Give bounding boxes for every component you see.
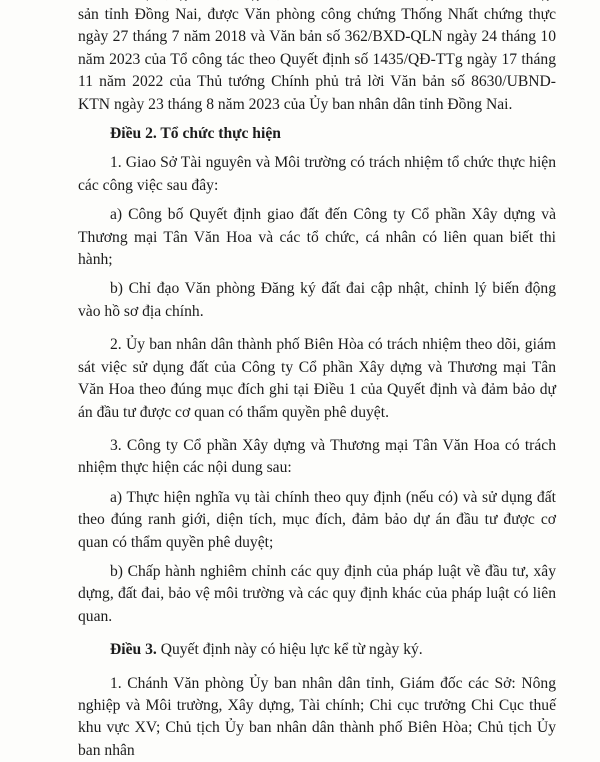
- article-2-clause-3a: a) Thực hiện nghĩa vụ tài chính theo quy định (nếu có) và sử dụng đất theo đúng ranh giới, diện tích, mục đích, đảm bảo dự án đầu tư được cơ quan có thẩm quyền phê duyệt;: [78, 488, 556, 551]
- article-2-clause-3b: b) Chấp hành nghiêm chỉnh các quy định của pháp luật về đầu tư, xây dựng, đất đai, bảo vệ môi trường và các quy định khác của pháp luật có liên quan.: [78, 562, 556, 625]
- article-2-clause-3: 3. Công ty Cổ phần Xây dựng và Thương mại Tân Văn Hoa có trách nhiệm thực hiện các nội dung sau:: [78, 436, 556, 477]
- article-3-text: Quyết định này có hiệu lực kể từ ngày ký.: [160, 641, 423, 659]
- article-2-clause-1a: a) Công bố Quyết định giao đất đến Công ty Cổ phần Xây dựng và Thương mại Tân Văn Hoa và các tổ chức, cá nhân có liên quan biết thi hành;: [78, 206, 556, 269]
- article-3-clause-1: 1. Chánh Văn phòng Ủy ban nhân dân tỉnh, Giám đốc các Sở: Nông nghiệp và Môi trường, Xây dựng, Tài chính; Chi cục trưởng Chi Cục thuế khu vực XV; Chủ tịch Ủy ban nhân dân thành phố Biên Hòa; Chủ tịch Ủy ban nhân: [78, 674, 556, 759]
- article-3-heading: Điều 3.: [110, 641, 157, 659]
- article-2-clause-1b: b) Chỉ đạo Văn phòng Đăng ký đất đai cập nhật, chỉnh lý biến động vào hồ sơ địa chính.: [78, 280, 556, 320]
- document-body: [78, 0, 556, 762]
- cut-off-top-line: [78, 0, 556, 1]
- intro-paragraph: sản tỉnh Đồng Nai, được Văn phòng công chứng Thống Nhất chứng thực ngày 27 tháng 7 năm 2018 và Văn bản số 362/BXD-QLN ngày 24 tháng 10 năm 2023 của Tổ công tác theo Quyết định số 1435/QĐ-TTg ngày 17 tháng 11 năm 2022 của Thủ tướng Chính phủ trả lời Văn bản số 8630/UBND-KTN ngày 23 tháng 8 năm 2023 của Ủy ban nhân dân tỉnh Đồng Nai.: [78, 6, 556, 113]
- article-3-line: [78, 639, 556, 661]
- article-2-clause-1: 1. Giao Sở Tài nguyên và Môi trường có trách nhiệm tổ chức thực hiện các công việc sau đây:: [78, 154, 556, 194]
- article-2-clause-2: 2. Ủy ban nhân dân thành phố Biên Hòa có trách nhiệm theo dõi, giám sát việc sử dụng đất của Công ty Cổ phần Xây dựng và Thương mại Tân Văn Hoa theo đúng mục đích ghi tại Điều 1 của Quyết định và đảm bảo dự án đầu tư được cơ quan có thẩm quyền phê duyệt.: [78, 336, 556, 421]
- article-2-heading: Điều 2. Tổ chức thực hiện: [110, 125, 281, 143]
